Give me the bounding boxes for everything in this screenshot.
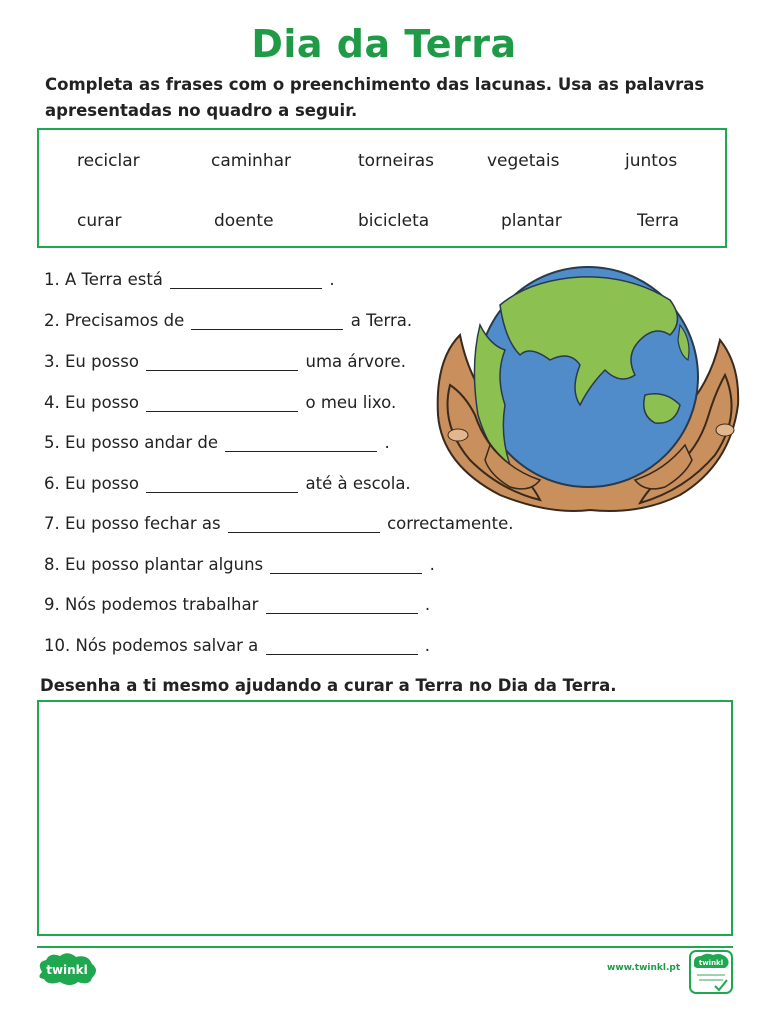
word-bank-item: curar xyxy=(77,211,122,231)
answer-blank[interactable] xyxy=(228,514,380,533)
badge-text: twinkl xyxy=(698,959,724,967)
answer-blank[interactable] xyxy=(191,311,343,330)
drawing-prompt: Desenha a ti mesmo ajudando a curar a Terra no Dia da Terra. xyxy=(40,676,617,695)
answer-blank[interactable] xyxy=(225,433,377,452)
word-bank-item: bicicleta xyxy=(358,211,430,231)
hands-holding-globe-icon xyxy=(430,265,745,520)
question-4 xyxy=(44,393,396,417)
word-bank-item: vegetais xyxy=(487,151,560,171)
answer-blank[interactable] xyxy=(270,555,422,574)
word-bank-item: Terra xyxy=(637,211,680,231)
question-1 xyxy=(44,270,335,294)
question-text: 4. Eu posso xyxy=(44,393,139,412)
footer-divider xyxy=(37,946,733,948)
question-3 xyxy=(44,352,406,376)
word-bank-item: reciclar xyxy=(77,151,140,171)
answer-blank[interactable] xyxy=(146,352,298,371)
footer-url[interactable]: www.twinkl.pt xyxy=(607,963,681,973)
word-bank-item: torneiras xyxy=(358,151,434,171)
question-text-end: a Terra. xyxy=(350,311,413,330)
answer-blank[interactable] xyxy=(146,393,298,412)
answer-blank[interactable] xyxy=(170,270,322,289)
word-bank-item: caminhar xyxy=(211,151,292,171)
question-text-end: o meu lixo. xyxy=(305,393,397,412)
question-text-end: . xyxy=(429,555,435,574)
question-text-end: . xyxy=(424,636,431,655)
word-bank-box xyxy=(37,128,727,248)
question-text: 10. Nós podemos salvar a xyxy=(44,636,259,655)
twinkl-logo xyxy=(36,952,98,986)
question-text: 7. Eu posso fechar as xyxy=(44,514,221,533)
drawing-area[interactable] xyxy=(37,700,733,936)
instructions-text: Completa as frases com o preenchimento das lacunas. Usa as palavras apresentadas no quadro a seguir. xyxy=(45,75,705,120)
question-6 xyxy=(44,474,411,498)
question-text-end: até à escola. xyxy=(305,474,411,493)
question-10 xyxy=(44,636,430,660)
question-text-end: . xyxy=(384,433,390,452)
word-bank-item: doente xyxy=(214,211,274,231)
question-9 xyxy=(44,595,430,619)
answer-blank[interactable] xyxy=(146,474,298,493)
question-text: 2. Precisamos de xyxy=(44,311,185,330)
question-text-end: . xyxy=(329,270,335,289)
question-text: 5. Eu posso andar de xyxy=(44,433,219,452)
question-text: 6. Eu posso xyxy=(44,474,139,493)
question-text-end: uma árvore. xyxy=(305,352,406,371)
logo-text: twinkl xyxy=(46,963,88,977)
word-bank-item: juntos xyxy=(625,151,678,171)
question-2 xyxy=(44,311,412,335)
question-text-end: . xyxy=(424,595,431,614)
question-5 xyxy=(44,433,390,457)
answer-blank[interactable] xyxy=(266,636,418,655)
answer-blank[interactable] xyxy=(266,595,418,614)
question-text: 9. Nós podemos trabalhar xyxy=(44,595,259,614)
question-text: 1. A Terra está xyxy=(44,270,163,289)
word-bank-item: plantar xyxy=(501,211,562,231)
question-text-end: correctamente. xyxy=(387,514,514,533)
question-text: 8. Eu posso plantar alguns xyxy=(44,555,264,574)
page-title: Dia da Terra xyxy=(251,22,517,66)
question-8 xyxy=(44,555,435,579)
question-text: 3. Eu posso xyxy=(44,352,139,371)
quality-badge-icon xyxy=(689,950,733,994)
